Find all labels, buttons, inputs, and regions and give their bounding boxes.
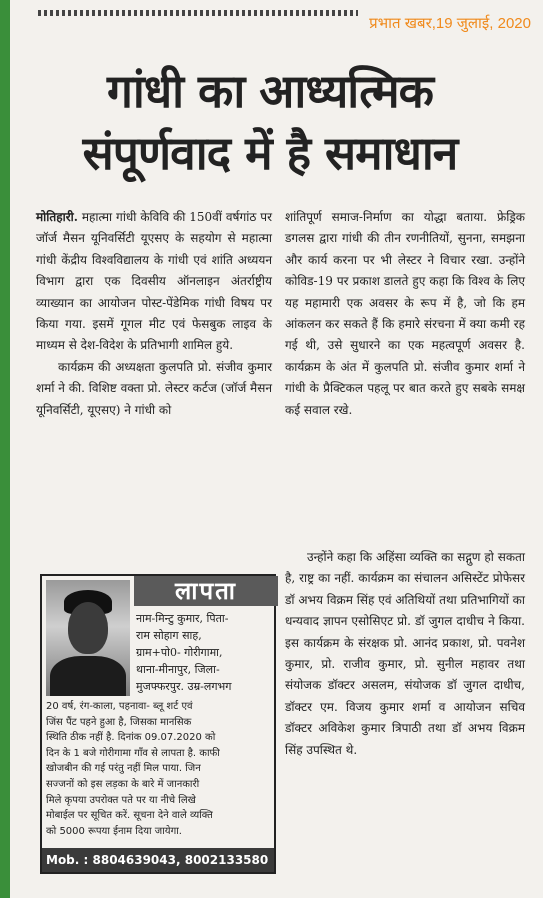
missing-detail-line: मुजफ्फरपुर. उम्र-लगभग — [136, 680, 232, 693]
article-paragraph-4: उन्होंने कहा कि अहिंसा व्यक्ति का सद्गुण हो सकता है, राष्ट्र का नहीं. कार्यक्रम का संचालन असिस्टेंट प्रोफेसर डॉ अभय विक्रम सिंह एवं अतिथियों तथा प्रतिभागियों का धन्यवाद ज्ञापन एसोसिएट प्रो. डॉ जुगल दाधीच ने किया. इस कार्यक्रम के संरक्षक प्रो. आनंद प्रकाश, प्रो. पवनेश कुमार, प्रो. राजीव कुमार, प्रो. सुनील महावर तथा संयोजक डॉक्टर असलम, संयोजक डॉ जुगल दाधीच, डॉक्टर एम. विजय कुमार शर्मा व आयोजन सचिव डॉक्टर अविकेश कुमार त्रिपाठी तथा डॉ अभय विक्रम सिंह उपस्थित थे. — [285, 550, 525, 757]
headline-line-2: संपूर्णवाद में है समाधान — [82, 126, 458, 180]
headline — [20, 60, 520, 184]
missing-detail-line: स्थिति ठीक नहीं है. दिनांक 09.07.2020 को — [46, 732, 216, 744]
missing-person-notice — [40, 574, 276, 874]
missing-detail-line: थाना-मीनापुर, जिला- — [136, 663, 220, 676]
missing-detail-line: जिंस पैंट पहने हुआ है, जिसका मानसिक — [46, 716, 192, 728]
missing-detail-line: राम सोहाग साह, — [136, 629, 202, 642]
missing-detail-line: दिन के 1 बजे गोरीगामा गाँव से लापता है. काफी — [46, 747, 220, 759]
photo-body — [50, 656, 126, 696]
missing-detail-line: मिले कृपया उपरोक्त पते पर या नीचे लिखे — [46, 794, 196, 806]
missing-notice-title: लापता — [134, 576, 278, 606]
missing-detail-line: ग्राम+पो0- गोरीगामा, — [136, 646, 223, 659]
article-dateline: मोतिहारी. — [36, 210, 78, 224]
headline-line-1: गांधी का आध्यत्मिक — [107, 64, 433, 118]
missing-person-details — [46, 699, 272, 839]
article-paragraph-1 — [36, 207, 272, 357]
article-paragraph-1-text: महात्मा गांधी केविवि की 150वीं वर्षगांठ पर जॉर्ज मैसन यूनिवर्सिटी यूएसए के सहयोग से महात्मा गांधी केंद्रीय विश्वविद्यालय के गांधी एवं शांति अध्ययन विभाग द्वारा एक दिवसीय ऑनलाइन अंतर्राष्ट्रीय व्याख्यान का आयोजन पोस्ट-पेंडेमिक गांधी विषय पर किया गया. इसमें गूगल मीट एवं फेसबुक लाइव के माध्यम से देश-विदेश के प्रतिभागी शामिल हुये. — [36, 210, 272, 353]
missing-person-details-top — [136, 610, 272, 695]
missing-detail-line: नाम-मिन्टु कुमार, पिता- — [136, 612, 229, 625]
missing-person-photo — [46, 580, 130, 696]
missing-detail-line: सज्जनों को इस लड़का के बारे में जानकारी — [46, 778, 200, 790]
left-green-border — [0, 0, 10, 898]
missing-detail-line: मोबाईल पर सूचित करें. सूचना देने वाले व्यक्ति — [46, 810, 213, 822]
article-paragraph-3: शांतिपूर्ण समाज-निर्माण का योद्धा बताया. फ्रेड्रिक डगलस द्वारा गांधी की तीन रणनीतियों, सुनना, समझना और कार्य करना पर भी लेस्टर ने विचार रखा. उन्होंने कोविड-19 पर प्रकाश डालते हुए कहा कि विश्व के लिए यह महामारी एक अवसर के रूप में है, जो कि हम आंकलन कर सकते हैं कि हमारे संरचना में क्या कमी रह गई थी, उसे सुधारने का एक महत्वपूर्ण अवसर है. कार्यक्रम के अंत में कुलपति प्रो. संजीव कुमार शर्मा ने गांधी के प्रैक्टिकल पहलू पर बात करते हुए सबके समक्ष कई सवाल रखे. — [285, 210, 525, 417]
article-column-right-lower — [285, 547, 525, 761]
photo-face — [68, 602, 108, 654]
missing-detail-line: 20 वर्ष, रंग-काला, पहनावा- ब्लू शर्ट एवं — [46, 701, 193, 712]
source-dateline: प्रभात खबर,19 जुलाई, 2020 — [369, 15, 531, 32]
missing-detail-line: खोजबीन की गई परंतु नहीं मिल पाया. जिन — [46, 763, 201, 775]
missing-detail-line: को 5000 रूपया ईनाम दिया जायेगा. — [46, 825, 182, 837]
article-column-right — [285, 207, 525, 421]
contact-mobile-numbers: Mob. : 8804639043, 8002133580 — [42, 848, 274, 872]
top-dotted-rule — [38, 10, 358, 16]
article-paragraph-2: कार्यक्रम की अध्यक्षता कुलपति प्रो. संजीव कुमार शर्मा ने की. विशिष्ट वक्ता प्रो. लेस्टर कर्टज (जॉर्ज मैसन यूनिवर्सिटी, यूएसए) ने गांधी को — [36, 359, 272, 417]
article-column-left — [36, 207, 272, 421]
